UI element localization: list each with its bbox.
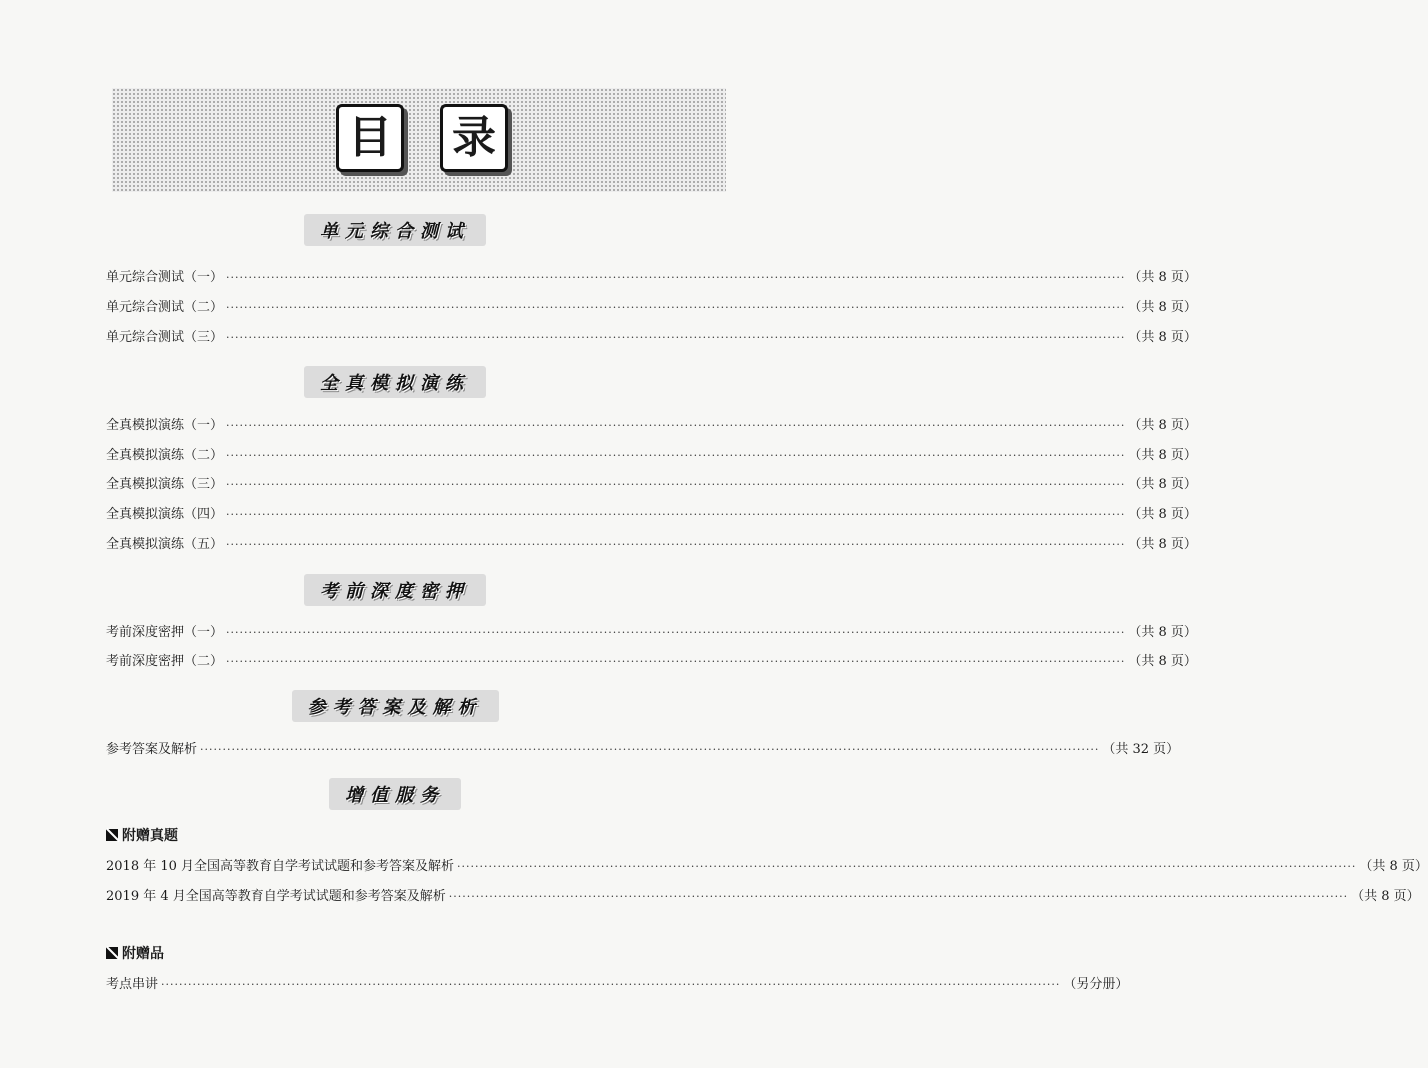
toc-entry-label: 单元综合测试（二） <box>106 300 224 315</box>
toc-entry-label: 考点串讲 <box>106 977 159 992</box>
section-header-mock-exams <box>0 366 790 396</box>
toc-entry[interactable] <box>106 266 1197 288</box>
toc-entry-label: 单元综合测试（一） <box>106 270 224 285</box>
section-header-label: 增值服务 <box>329 778 461 810</box>
toc-entry[interactable] <box>106 533 1197 555</box>
title-char-1: 目 <box>336 104 404 172</box>
toc-entry-pages: （共 8 页） <box>1128 477 1197 492</box>
toc-entry-label: 全真模拟演练（一） <box>106 418 224 433</box>
toc-entry-pages: （共 8 页） <box>1359 859 1428 874</box>
subsection-heading-gifts <box>106 942 164 964</box>
toc-entry-pages: （共 8 页） <box>1128 448 1197 463</box>
toc-entry[interactable] <box>106 296 1197 318</box>
leader-dots: ········································································································································································································ <box>226 331 1126 344</box>
toc-entry-label: 考前深度密押（二） <box>106 654 224 669</box>
toc-entry-label: 2019 年 4 月全国高等教育自学考试试题和参考答案及解析 <box>106 889 446 904</box>
toc-entry[interactable] <box>106 444 1197 466</box>
toc-entry-label: 单元综合测试（三） <box>106 330 224 345</box>
toc-entry[interactable] <box>106 326 1197 348</box>
toc-entry-pages: （共 8 页） <box>1128 270 1197 285</box>
toc-entry-pages: （共 8 页） <box>1128 300 1197 315</box>
toc-entry-label: 考前深度密押（一） <box>106 625 224 640</box>
leader-dots: ········································································································································································································ <box>226 538 1126 551</box>
toc-entry-pages: （共 8 页） <box>1128 507 1197 522</box>
section-header-final-drills <box>0 574 790 604</box>
toc-entry[interactable] <box>106 621 1197 643</box>
toc-entry-label: 全真模拟演练（五） <box>106 537 224 552</box>
section-header-label: 参考答案及解析 <box>292 690 499 722</box>
section-header-label: 考前深度密押 <box>304 574 486 606</box>
section-header-answers <box>0 690 790 720</box>
leader-dots: ········································································································································································································ <box>448 890 1349 903</box>
section-header-unit-tests <box>0 214 790 244</box>
square-bullet-icon <box>106 947 118 959</box>
toc-entry-pages: （共 8 页） <box>1351 889 1420 904</box>
toc-entry-pages: （共 8 页） <box>1128 418 1197 433</box>
square-bullet-icon <box>106 829 118 841</box>
leader-dots: ········································································································································································································ <box>457 860 1357 873</box>
toc-entry-label: 全真模拟演练（四） <box>106 507 224 522</box>
toc-entry-pages: （共 8 页） <box>1128 654 1197 669</box>
toc-entry-label: 参考答案及解析 <box>106 742 198 757</box>
title-char-2: 录 <box>440 104 508 172</box>
title-banner <box>112 88 726 192</box>
leader-dots: ········································································································································································································ <box>226 271 1126 284</box>
leader-dots: ········································································································································································································ <box>226 508 1126 521</box>
toc-entry-pages: （共 8 页） <box>1128 537 1197 552</box>
leader-dots: ········································································································································································································ <box>161 978 1061 991</box>
leader-dots: ········································································································································································································ <box>226 626 1126 639</box>
toc-entry-pages: （另分册） <box>1063 977 1129 992</box>
toc-entry-label: 全真模拟演练（二） <box>106 448 224 463</box>
toc-entry[interactable] <box>106 650 1197 672</box>
leader-dots: ········································································································································································································ <box>226 655 1126 668</box>
leader-dots: ········································································································································································································ <box>226 301 1126 314</box>
toc-entry[interactable] <box>106 473 1197 495</box>
toc-entry[interactable] <box>106 973 1129 995</box>
toc-entry-pages: （共 8 页） <box>1128 330 1197 345</box>
toc-entry-label: 2018 年 10 月全国高等教育自学考试试题和参考答案及解析 <box>106 859 455 874</box>
section-header-label: 全真模拟演练 <box>304 366 486 398</box>
leader-dots: ········································································································································································································ <box>226 478 1126 491</box>
toc-entry-label: 全真模拟演练（三） <box>106 477 224 492</box>
leader-dots: ········································································································································································································ <box>226 419 1126 432</box>
subsection-heading-past-papers <box>106 824 178 846</box>
leader-dots: ········································································································································································································ <box>226 449 1126 462</box>
toc-entry[interactable] <box>106 885 1420 907</box>
section-header-label: 单元综合测试 <box>304 214 486 246</box>
subsection-title: 附赠品 <box>122 946 164 962</box>
toc-entry-pages: （共 8 页） <box>1128 625 1197 640</box>
leader-dots: ········································································································································································································ <box>200 743 1100 756</box>
toc-entry[interactable] <box>106 738 1180 760</box>
subsection-title: 附赠真题 <box>122 828 178 844</box>
toc-entry[interactable] <box>106 855 1428 877</box>
section-header-value-added <box>0 778 790 808</box>
toc-entry[interactable] <box>106 414 1197 436</box>
toc-entry-pages: （共 32 页） <box>1102 742 1180 757</box>
toc-entry[interactable] <box>106 503 1197 525</box>
